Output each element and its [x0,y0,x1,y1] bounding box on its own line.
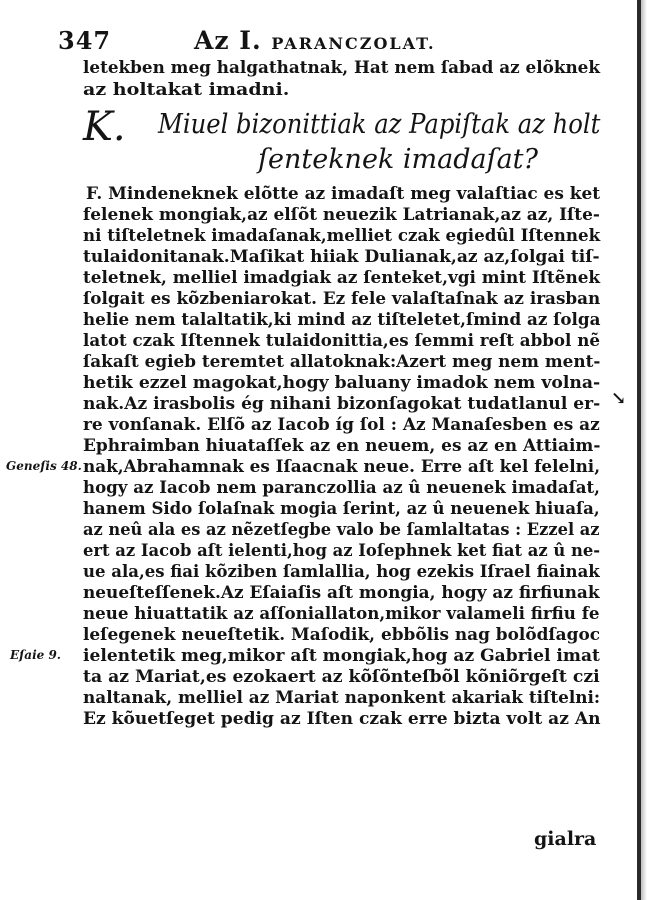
running-title-sub: PARANCZOLAT. [271,34,436,53]
answer-line-2: felenek mongiak,az elſõt neuezik Latrianak,az az, Iſte- [83,205,600,225]
answer-line-25: naltanak, melliel az Mariat naponkent akariak tiſtelni: [83,688,601,708]
answer-line-6: ſolgait es kõzbeniarokat. Ez fele valaſtaſnak az irasban [83,289,601,309]
answer-line-19: ue ala,es fiai kõziben ſamlallia, hog ezekis Iſrael fiainak [83,562,600,582]
answer-line-8: latot czak Iſtennek tulaidonittia,es ſemmi reſt abbol nẽ [83,331,600,351]
catchword: gialra [534,828,597,850]
margin-note-esaie: Eſaie 9. [10,648,61,662]
answer-line-15: hogy az Iacob nem paranczollia az û neuenek imadaſat, [83,478,600,498]
intro-line-2: az holtakat imadni. [83,80,290,100]
question-line-1: Miuel bizonittiak az Papiſtak az holt [158,109,601,140]
answer-line-18: ert az Iacob aſt ielenti,hog az Ioſephnek ket fiat az û ne- [83,541,601,561]
page-number: 347 [58,26,112,55]
answer-line-7: helie nem talaltatik,ki mind az tiſteletet,ſmind az ſolga [83,310,601,330]
answer-line-10: hetik ezzel magokat,hogy baluany imadok nem volna- [83,373,601,393]
answer-line-20: neueſteſſenek.Az Eſaiaſis aſt mongia, hogy az firfiunak [83,583,600,603]
page-edge [641,0,647,900]
answer-line-16: hanem Sido ſolaſnak mogia ſerint, az û neuenek hiuaſa, [83,499,600,519]
running-title [194,26,436,55]
answer-line-21: neue hiuattatik az aſſoniallaton,mikor valameli firfiu fe [83,604,600,624]
answer-line-5: teletnek, melliel imadgiak az ſenteket,vgi mint Iſtẽnek [83,268,601,288]
answer-line-3: ni tiſteletnek imadaſanak,melliet czak egiedûl Iſtennek [83,226,601,246]
intro-line-1: letekben meg halgathatnak, Hat nem ſabad az elõknek [83,58,601,78]
answer-line-12: re vonſanak. Elſõ az Iacob íg ſol : Az Manaſesben es az [83,415,600,435]
answer-line-11: nak.Az irasbolis ég nihani bizonſagokat tudatlanul er- [83,394,601,414]
answer-line-4: tulaidonitanak.Maſikat hiiak Dulianak,az az,ſolgai tiſ- [83,247,600,267]
question-marker: K. [83,104,126,150]
margin-note-genesis: Geneſis 48. [6,459,82,473]
answer-line-9: ſakaſt egieb teremtet allatoknak:Azert meg nem ment- [83,352,601,372]
answer-line-17: az neû ala es az nẽzetſegbe valo be ſamlaltatas : Ezzel az [83,520,600,540]
answer-line-24: ta az Mariat,es ezokaert az kõſõnteſbõl kõniõrgeſt czi [83,667,600,687]
answer-marker: F. [86,184,103,204]
answer-line-13: Ephraimban hiuataſſek az en neuem, es az en Attiaim- [83,436,601,456]
running-header [58,26,618,56]
ink-mark-icon: ↘ [611,388,627,409]
answer-line-22: leſegenek neueſtetik. Maſodik, ebbõlis nag bolõdſagoc [83,625,601,645]
answer-line-14: nak,Abrahamnak es Iſaacnak neue. Erre aſt kel felelni, [83,457,601,477]
answer-line-23: ielentetik meg,mikor aſt mongiak,hog az Gabriel imat [83,646,600,666]
question-line-2: ſenteknek imadaſat? [258,144,538,175]
answer-line-1: F. Mindeneknek elõtte az imadaſt meg valaſtiac es ket [86,184,601,204]
running-title-main: Az I. [194,26,262,55]
answer-line-26: Ez kõuetſeget pedig az Iſten czak erre bizta volt az An [83,709,601,729]
